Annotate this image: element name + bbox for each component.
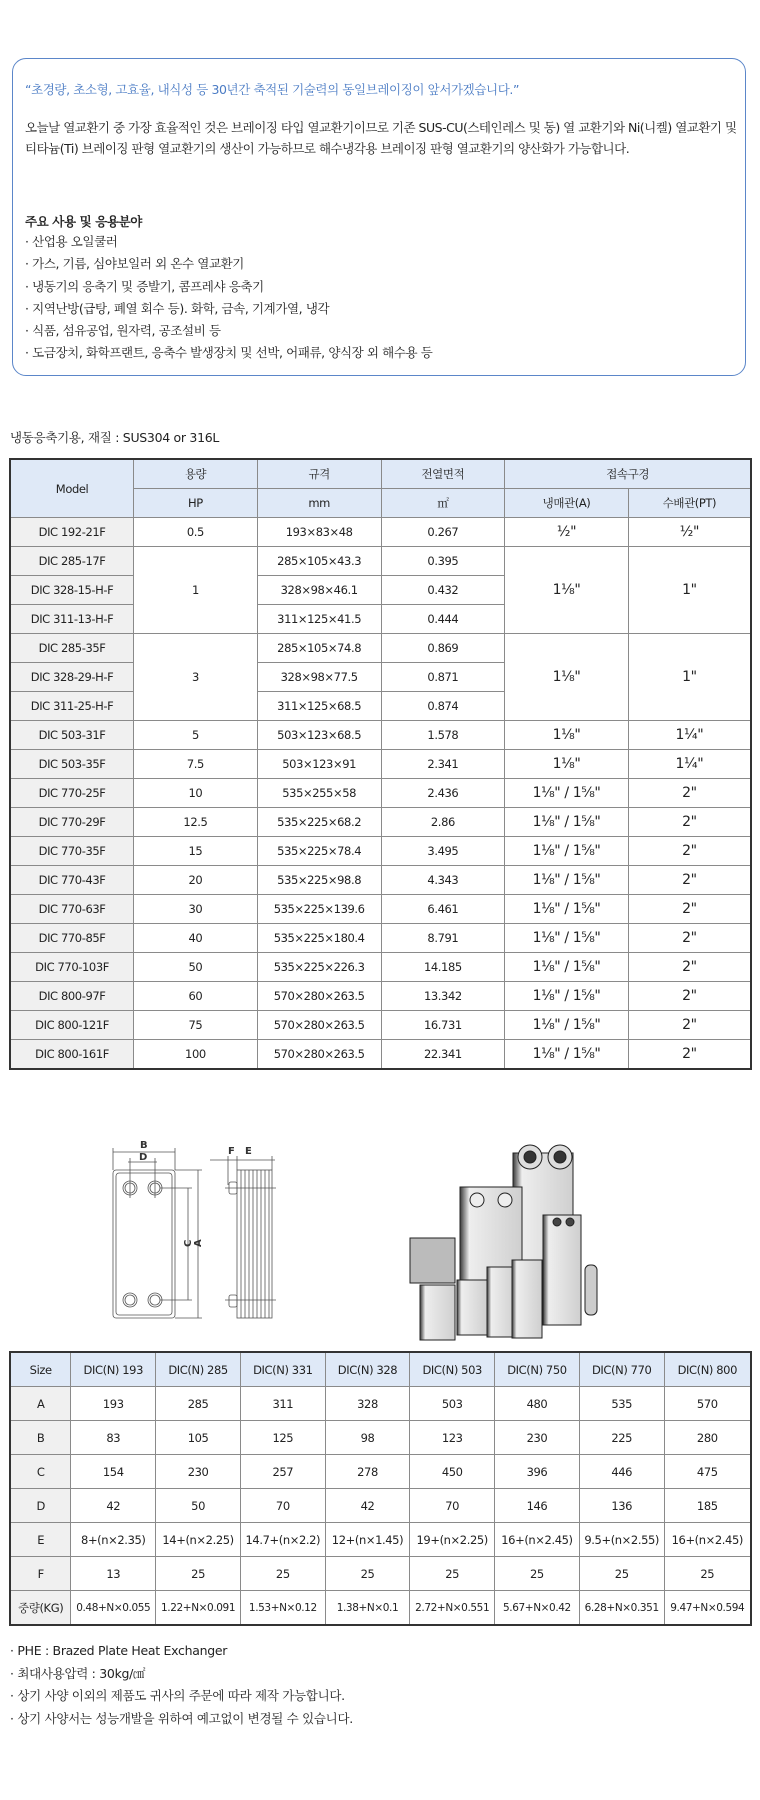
size-col-header: DIC(N) 503: [410, 1352, 495, 1387]
cell-water: 2": [628, 866, 751, 895]
cell-model: DIC 770-35F: [10, 837, 134, 866]
cell-size: 535×225×139.6: [257, 895, 381, 924]
spec-row: [10, 837, 751, 866]
note-item: · 상기 사양 이외의 제품도 귀사의 주문에 따라 제작 가능합니다.: [10, 1685, 353, 1708]
size-row: [10, 1591, 751, 1626]
size-cell: 225: [579, 1421, 664, 1455]
cell-size: 503×123×91: [257, 750, 381, 779]
header-area-unit: ㎡: [381, 489, 505, 518]
header-size-unit: mm: [257, 489, 381, 518]
size-col-header: DIC(N) 285: [156, 1352, 241, 1387]
cell-area: 0.395: [381, 547, 505, 576]
cell-hp: 40: [134, 924, 258, 953]
size-cell: 19+(n×2.25): [410, 1523, 495, 1557]
cell-model: DIC 770-43F: [10, 866, 134, 895]
cell-water: 2": [628, 982, 751, 1011]
spec-row: [10, 547, 751, 576]
spec-row: [10, 779, 751, 808]
cell-ref: 1⅛" / 1⅝": [505, 895, 629, 924]
size-col-header: DIC(N) 750: [495, 1352, 580, 1387]
size-cell: 123: [410, 1421, 495, 1455]
header-capacity-unit: HP: [134, 489, 258, 518]
size-row: [10, 1421, 751, 1455]
cell-hp: 7.5: [134, 750, 258, 779]
size-cell: 278: [325, 1455, 410, 1489]
cell-ref: 1⅛" / 1⅝": [505, 779, 629, 808]
size-cell: 25: [495, 1557, 580, 1591]
size-row-label: 중량(KG): [10, 1591, 71, 1626]
use-item: · 도금장치, 화학프랜트, 응축수 발생장치 및 선박, 어패류, 양식장 외 해수용 등: [25, 342, 432, 364]
cell-hp: 0.5: [134, 518, 258, 547]
cell-water: 2": [628, 924, 751, 953]
size-cell: 450: [410, 1455, 495, 1489]
size-cell: 16+(n×2.45): [495, 1523, 580, 1557]
cell-area: 0.267: [381, 518, 505, 547]
notes-list: [10, 1640, 353, 1730]
spec-row: [10, 866, 751, 895]
cell-ref: 1⅛" / 1⅝": [505, 866, 629, 895]
label-c: C: [183, 1239, 194, 1247]
cell-size: 535×225×78.4: [257, 837, 381, 866]
label-b: B: [140, 1140, 148, 1151]
cell-model: DIC 770-63F: [10, 895, 134, 924]
size-cell: 25: [410, 1557, 495, 1591]
size-cell: 257: [240, 1455, 325, 1489]
size-row: [10, 1557, 751, 1591]
label-f: F: [228, 1146, 235, 1157]
size-cell: 1.53+N×0.12: [240, 1591, 325, 1626]
cell-model: DIC 800-121F: [10, 1011, 134, 1040]
header-row: [10, 459, 751, 489]
size-corner: Size: [10, 1352, 71, 1387]
size-row-label: E: [10, 1523, 71, 1557]
cell-model: DIC 311-25-H-F: [10, 692, 134, 721]
size-cell: 12+(n×1.45): [325, 1523, 410, 1557]
size-col-header: DIC(N) 331: [240, 1352, 325, 1387]
size-cell: 25: [664, 1557, 751, 1591]
cell-water: 2": [628, 1040, 751, 1070]
cell-model: DIC 770-29F: [10, 808, 134, 837]
cell-ref: 1⅛" / 1⅝": [505, 837, 629, 866]
size-cell: 13: [71, 1557, 156, 1591]
size-cell: 6.28+N×0.351: [579, 1591, 664, 1626]
size-cell: 0.48+N×0.055: [71, 1591, 156, 1626]
cell-area: 2.341: [381, 750, 505, 779]
size-cell: 396: [495, 1455, 580, 1489]
cell-water: 1¼": [628, 750, 751, 779]
cell-hp: 12.5: [134, 808, 258, 837]
cell-model: DIC 800-161F: [10, 1040, 134, 1070]
cell-hp: 15: [134, 837, 258, 866]
cell-area: 0.874: [381, 692, 505, 721]
size-row-label: B: [10, 1421, 71, 1455]
cell-model: DIC 285-17F: [10, 547, 134, 576]
cell-water: ½": [628, 518, 751, 547]
header-size: 규격: [257, 459, 381, 489]
size-cell: 14+(n×2.25): [156, 1523, 241, 1557]
size-cell: 1.22+N×0.091: [156, 1591, 241, 1626]
size-cell: 25: [240, 1557, 325, 1591]
cell-model: DIC 328-29-H-F: [10, 663, 134, 692]
header-model: Model: [10, 459, 134, 518]
header-connection: 접속구경: [505, 459, 751, 489]
use-item: · 지역난방(급탕, 폐열 회수 등). 화학, 금속, 기계가열, 냉각: [25, 298, 432, 320]
cell-ref: ½": [505, 518, 629, 547]
cell-area: 1.578: [381, 721, 505, 750]
cell-hp: 50: [134, 953, 258, 982]
uses-list: [25, 231, 432, 365]
size-col-header: DIC(N) 800: [664, 1352, 751, 1387]
label-a: A: [193, 1239, 204, 1247]
size-cell: 70: [410, 1489, 495, 1523]
size-cell: 230: [495, 1421, 580, 1455]
cell-size: 311×125×68.5: [257, 692, 381, 721]
cell-area: 0.871: [381, 663, 505, 692]
cell-hp: 60: [134, 982, 258, 1011]
cell-ref: 1⅛" / 1⅝": [505, 982, 629, 1011]
cell-area: 8.791: [381, 924, 505, 953]
cell-model: DIC 192-21F: [10, 518, 134, 547]
cell-water: 1": [628, 634, 751, 721]
size-cell: 480: [495, 1387, 580, 1421]
size-cell: 25: [579, 1557, 664, 1591]
use-item: · 산업용 오일쿨러: [25, 231, 432, 253]
spec-table: [9, 458, 752, 1070]
cell-hp: 20: [134, 866, 258, 895]
size-cell: 570: [664, 1387, 751, 1421]
size-cell: 2.72+N×0.551: [410, 1591, 495, 1626]
spec-row: [10, 750, 751, 779]
size-cell: 230: [156, 1455, 241, 1489]
cell-model: DIC 328-15-H-F: [10, 576, 134, 605]
cell-area: 13.342: [381, 982, 505, 1011]
cell-hp: 75: [134, 1011, 258, 1040]
size-col-header: DIC(N) 328: [325, 1352, 410, 1387]
cell-size: 193×83×48: [257, 518, 381, 547]
cell-ref: 1⅛" / 1⅝": [505, 1040, 629, 1070]
cell-model: DIC 285-35F: [10, 634, 134, 663]
size-cell: 146: [495, 1489, 580, 1523]
spec-row: [10, 953, 751, 982]
size-cell: 25: [156, 1557, 241, 1591]
note-item: · 최대사용압력 : 30kg/㎠: [10, 1663, 353, 1686]
cell-water: 2": [628, 779, 751, 808]
size-cell: 475: [664, 1455, 751, 1489]
cell-model: DIC 503-31F: [10, 721, 134, 750]
spec-row: [10, 518, 751, 547]
cell-hp: 30: [134, 895, 258, 924]
size-cell: 9.47+N×0.594: [664, 1591, 751, 1626]
cell-size: 328×98×77.5: [257, 663, 381, 692]
spec-row: [10, 634, 751, 663]
cell-area: 4.343: [381, 866, 505, 895]
cell-model: DIC 800-97F: [10, 982, 134, 1011]
spec-row: [10, 808, 751, 837]
cell-area: 0.869: [381, 634, 505, 663]
cell-ref: 1⅛": [505, 634, 629, 721]
size-cell: 328: [325, 1387, 410, 1421]
size-cell: 136: [579, 1489, 664, 1523]
cell-hp: 1: [134, 547, 258, 634]
size-col-header: DIC(N) 770: [579, 1352, 664, 1387]
size-cell: 503: [410, 1387, 495, 1421]
note-item: · 상기 사양서는 성능개발을 위하여 예고없이 변경될 수 있습니다.: [10, 1708, 353, 1731]
dimension-diagram: [110, 1140, 300, 1340]
cell-ref: 1⅛" / 1⅝": [505, 924, 629, 953]
spec-row: [10, 982, 751, 1011]
cell-area: 3.495: [381, 837, 505, 866]
size-cell: 50: [156, 1489, 241, 1523]
uses-title: 주요 사용 및 응용분야: [25, 214, 142, 229]
cell-hp: 5: [134, 721, 258, 750]
cell-model: DIC 311-13-H-F: [10, 605, 134, 634]
cell-size: 535×225×98.8: [257, 866, 381, 895]
spec-row: [10, 895, 751, 924]
size-cell: 70: [240, 1489, 325, 1523]
size-cell: 25: [325, 1557, 410, 1591]
size-cell: 311: [240, 1387, 325, 1421]
cell-area: 0.444: [381, 605, 505, 634]
size-cell: 98: [325, 1421, 410, 1455]
size-cell: 105: [156, 1421, 241, 1455]
cell-hp: 3: [134, 634, 258, 721]
size-row: [10, 1455, 751, 1489]
cell-area: 6.461: [381, 895, 505, 924]
size-row: [10, 1387, 751, 1421]
spec-row: [10, 924, 751, 953]
cell-size: 570×280×263.5: [257, 1040, 381, 1070]
size-row-label: C: [10, 1455, 71, 1489]
size-cell: 42: [71, 1489, 156, 1523]
intro-quote: “초경량, 초소형, 고효율, 내식성 등 30년간 축적된 기술력의 동일브레이징이 앞서가겠습니다.”: [25, 82, 520, 97]
cell-area: 22.341: [381, 1040, 505, 1070]
cell-area: 16.731: [381, 1011, 505, 1040]
size-cell: 1.38+N×0.1: [325, 1591, 410, 1626]
cell-size: 503×123×68.5: [257, 721, 381, 750]
cell-size: 311×125×41.5: [257, 605, 381, 634]
size-col-header: DIC(N) 193: [71, 1352, 156, 1387]
cell-size: 570×280×263.5: [257, 1011, 381, 1040]
cell-size: 328×98×46.1: [257, 576, 381, 605]
cell-model: DIC 770-25F: [10, 779, 134, 808]
cell-area: 2.86: [381, 808, 505, 837]
size-row-label: F: [10, 1557, 71, 1591]
spec-row: [10, 1011, 751, 1040]
size-cell: 154: [71, 1455, 156, 1489]
note-item: · PHE : Brazed Plate Heat Exchanger: [10, 1640, 353, 1663]
cell-water: 1¼": [628, 721, 751, 750]
cell-size: 285×105×74.8: [257, 634, 381, 663]
use-item: · 가스, 기름, 심야보일러 외 온수 열교환기: [25, 253, 432, 275]
cell-area: 2.436: [381, 779, 505, 808]
header-water: 수배관(PT): [628, 489, 751, 518]
cell-size: 570×280×263.5: [257, 982, 381, 1011]
size-cell: 280: [664, 1421, 751, 1455]
cell-water: 2": [628, 837, 751, 866]
cell-ref: 1⅛" / 1⅝": [505, 808, 629, 837]
cell-water: 2": [628, 808, 751, 837]
intro-paragraph: 오늘날 열교환기 중 가장 효율적인 것은 브레이징 타입 열교환기이므로 기존 SUS-CU(스테인레스 및 동) 열 교환기와 Ni(니켈) 열교환기 및 티타늄(Ti) 브레이징 판형 열교환기의 생산이 가능하므로 해수냉각용 브레이징 판형 열교환기의 양산화가 가능합니다.: [25, 120, 737, 156]
cell-area: 14.185: [381, 953, 505, 982]
size-row: [10, 1489, 751, 1523]
product-photo: [395, 1135, 620, 1345]
size-cell: 9.5+(n×2.55): [579, 1523, 664, 1557]
spec-row: [10, 1040, 751, 1070]
use-item: · 식품, 섬유공업, 원자력, 공조설비 등: [25, 320, 432, 342]
cell-ref: 1⅛": [505, 750, 629, 779]
spec-row: [10, 721, 751, 750]
cell-ref: 1⅛" / 1⅝": [505, 953, 629, 982]
cell-water: 1": [628, 547, 751, 634]
size-cell: 8+(n×2.35): [71, 1523, 156, 1557]
spec-table-title: 냉동응축기용, 재질 : SUS304 or 316L: [10, 430, 220, 445]
cell-model: DIC 770-103F: [10, 953, 134, 982]
cell-ref: 1⅛": [505, 721, 629, 750]
size-cell: 16+(n×2.45): [664, 1523, 751, 1557]
cell-hp: 100: [134, 1040, 258, 1070]
size-table: [9, 1351, 752, 1626]
size-header-row: [10, 1352, 751, 1387]
cell-water: 2": [628, 953, 751, 982]
cell-area: 0.432: [381, 576, 505, 605]
size-cell: 535: [579, 1387, 664, 1421]
plate-outline: [113, 1170, 175, 1318]
size-cell: 185: [664, 1489, 751, 1523]
size-cell: 42: [325, 1489, 410, 1523]
size-cell: 5.67+N×0.42: [495, 1591, 580, 1626]
label-e: E: [245, 1146, 252, 1157]
cell-model: DIC 770-85F: [10, 924, 134, 953]
cell-size: 535×225×226.3: [257, 953, 381, 982]
size-row: [10, 1523, 751, 1557]
cell-size: 285×105×43.3: [257, 547, 381, 576]
use-item: · 냉동기의 응축기 및 증발기, 콤프레샤 응축기: [25, 276, 432, 298]
cell-size: 535×225×68.2: [257, 808, 381, 837]
cell-hp: 10: [134, 779, 258, 808]
cell-ref: 1⅛": [505, 547, 629, 634]
cell-size: 535×225×180.4: [257, 924, 381, 953]
cell-model: DIC 503-35F: [10, 750, 134, 779]
size-cell: 285: [156, 1387, 241, 1421]
size-cell: 14.7+(n×2.2): [240, 1523, 325, 1557]
label-d: D: [139, 1152, 148, 1163]
size-cell: 125: [240, 1421, 325, 1455]
header-capacity: 용량: [134, 459, 258, 489]
size-cell: 446: [579, 1455, 664, 1489]
header-area: 전열면적: [381, 459, 505, 489]
cell-size: 535×255×58: [257, 779, 381, 808]
cell-water: 2": [628, 1011, 751, 1040]
size-cell: 193: [71, 1387, 156, 1421]
header-refrigerant: 냉매관(A): [505, 489, 629, 518]
cell-water: 2": [628, 895, 751, 924]
size-row-label: A: [10, 1387, 71, 1421]
size-row-label: D: [10, 1489, 71, 1523]
cell-ref: 1⅛" / 1⅝": [505, 1011, 629, 1040]
size-cell: 83: [71, 1421, 156, 1455]
